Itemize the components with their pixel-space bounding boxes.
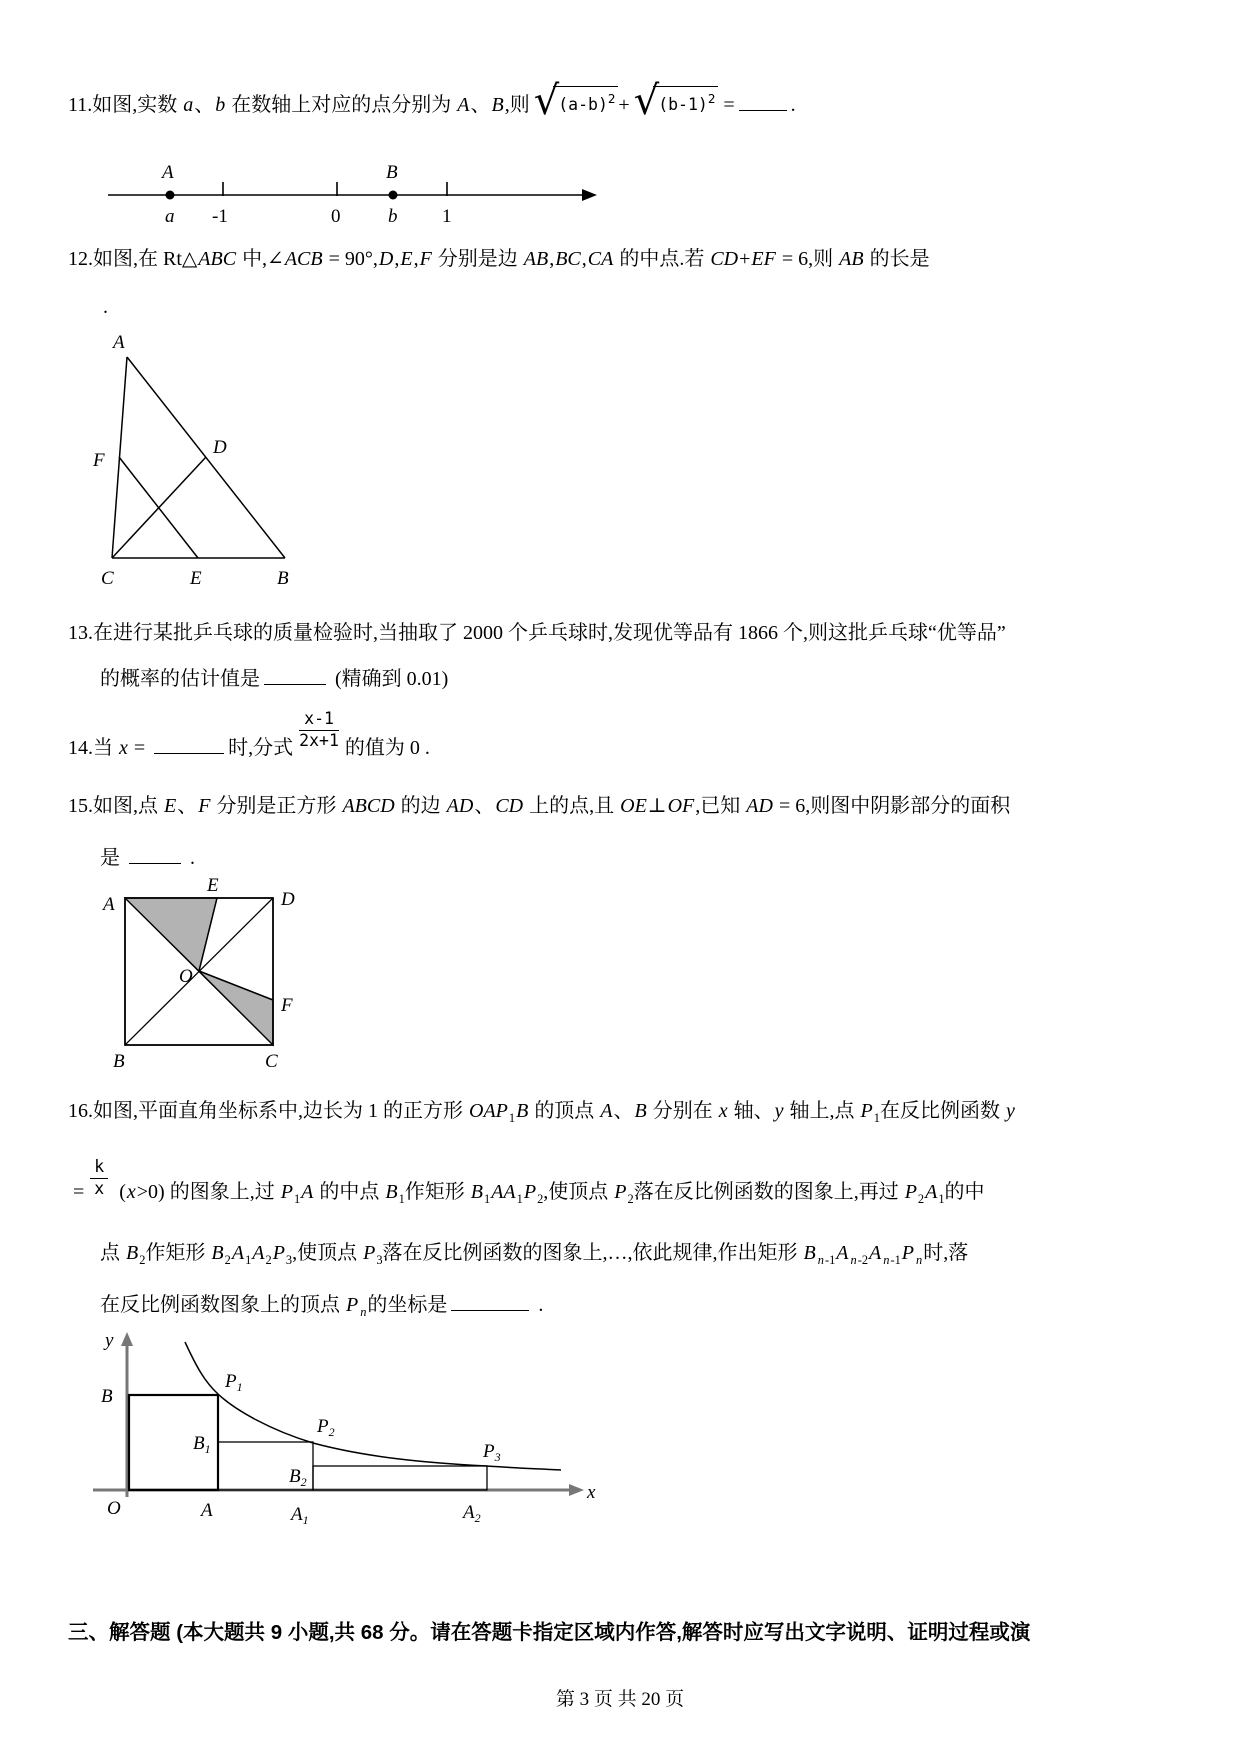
- square-figure: [95, 875, 325, 1083]
- label-neg1: -1: [212, 206, 228, 227]
- question-13-text: 13.在进行某批乒乓球的质量检验时,当抽取了 2000 个乒乓球时,发现优等品有 1866 个,则这批乒乓球“优等品”: [68, 622, 1006, 644]
- sqrt-expression-1: [533, 78, 619, 126]
- fraction-numerator: k: [90, 1158, 108, 1179]
- question-14-text2: 时,分式: [228, 736, 294, 759]
- x-axis-arrow-icon: [569, 1484, 584, 1496]
- label-F: F: [93, 450, 105, 471]
- fraction-denominator: 2x+1: [299, 730, 339, 750]
- fraction-k-over-x: [90, 1158, 108, 1199]
- question-15-text: 15.如图,点 E、F 分别是正方形 ABCD 的边 AD、CD 上的点,且 OE⊥OF,已知 AD = 6,则图中阴影部分的面积: [68, 795, 1011, 817]
- label-y-axis: y: [105, 1330, 114, 1351]
- answer-blank-11: [739, 108, 787, 111]
- segment-FE: [119, 457, 198, 558]
- label-A: A: [201, 1500, 213, 1521]
- exponent-1: 2: [607, 91, 616, 106]
- fraction: [299, 710, 339, 751]
- radical-sign: √: [633, 78, 660, 124]
- section-3-text: 三、解答题 (本大题共 9 小题,共 68 分。请在答题卡指定区域内作答,解答时应写出文字说明、证明过程或演: [68, 1621, 1031, 1644]
- plus-sign: +: [618, 94, 630, 116]
- point-B-dot: [389, 191, 398, 200]
- question-13-line2: [100, 666, 448, 692]
- label-E: E: [190, 568, 202, 589]
- point-A-dot: [166, 191, 175, 200]
- label-O: O: [179, 966, 193, 987]
- label-one: 1: [442, 206, 452, 227]
- fraction-denominator: x: [94, 1178, 105, 1198]
- label-P3: $P_3$: [483, 1441, 501, 1464]
- label-B: B: [386, 162, 398, 183]
- rect-B2A1A2P3: [313, 1466, 487, 1490]
- label-A2: $A_2$: [463, 1502, 481, 1525]
- equals-sign: =: [723, 94, 735, 116]
- question-15-line1: [68, 793, 1010, 819]
- label-B2: $B_2$: [289, 1466, 307, 1489]
- label-B1: $B_1$: [193, 1433, 211, 1456]
- label-B: B: [113, 1051, 125, 1072]
- label-x-axis: x: [587, 1482, 596, 1503]
- label-P1: $P_1$: [225, 1371, 243, 1394]
- exponent-2: 2: [707, 91, 716, 106]
- number-line-figure: [100, 158, 610, 238]
- label-A1: $A_1$: [291, 1504, 309, 1527]
- axis-arrow-icon: [582, 189, 597, 201]
- period: .: [190, 847, 195, 869]
- label-E: E: [207, 875, 219, 896]
- label-a: a: [165, 206, 175, 227]
- label-B: B: [101, 1386, 113, 1407]
- question-12-text: 12.如图,在 Rt△ABC 中,∠ACB = 90°,D,E,F 分别是边 AB,BC,CA 的中点.若 CD+EF = 6,则 AB 的长是: [68, 248, 930, 270]
- question-16-text2: (x>0) 的图象上,过 $P_1A$ 的中点 $B_1$作矩形 $B_1AA_1P_2$,使顶点 $P_2$落在反比例函数的图象上,再过 $P_2A_1$的中: [119, 1180, 985, 1206]
- answer-blank-15: [129, 861, 181, 864]
- question-14-text1: 14.当 x =: [68, 736, 151, 759]
- question-16-line2: [73, 1158, 985, 1205]
- question-13-line1: [68, 620, 1006, 646]
- answer-blank-16: [451, 1308, 529, 1311]
- sqrt-expression-2: [633, 78, 719, 126]
- question-15-text2: 是: [100, 847, 120, 869]
- label-zero: 0: [331, 206, 341, 227]
- label-B: B: [277, 568, 289, 589]
- equals-sign: =: [73, 1180, 85, 1203]
- y-axis-arrow-icon: [121, 1332, 133, 1346]
- radical-sign: √: [533, 78, 560, 124]
- question-11-text: 11.如图,实数 a、b 在数轴上对应的点分别为 A、B,则: [68, 94, 530, 116]
- question-11: [68, 78, 796, 126]
- radicand-1: (a-b): [558, 95, 608, 114]
- label-A: A: [113, 332, 125, 353]
- label-F: F: [281, 995, 293, 1016]
- question-16-line3: [100, 1240, 968, 1266]
- question-12: [68, 246, 930, 272]
- label-C: C: [101, 568, 114, 589]
- label-A: A: [162, 162, 174, 183]
- precision-note: (精确到 0.01): [335, 668, 449, 690]
- hyperbola-curve: [185, 1342, 561, 1470]
- question-16-line4: [100, 1292, 543, 1318]
- triangle-figure: [85, 300, 320, 600]
- label-b: b: [388, 206, 398, 227]
- question-16-text: 16.如图,平面直角坐标系中,边长为 1 的正方形 $OAP_1B$ 的顶点 A、B 分别在 x 轴、y 轴上,点 $P_1$在反比例函数 y: [68, 1100, 1015, 1125]
- label-P2: $P_2$: [317, 1416, 335, 1439]
- fraction-numerator: x-1: [299, 710, 339, 731]
- question-16-text3: 点 $B_2$作矩形 $B_2A_1A_2P_3$,使顶点 $P_3$落在反比例函数的图象上,…,依此规律,作出矩形 B $_{n-1}$A $_{n-2}$A $_{n-1}$P $_n$时,落: [100, 1242, 969, 1267]
- page-footer: [0, 1688, 1240, 1713]
- period: .: [538, 1294, 544, 1316]
- question-14: [68, 710, 430, 761]
- period: .: [790, 94, 796, 116]
- period: .: [103, 296, 108, 318]
- label-A: A: [103, 894, 115, 915]
- question-16-text4: 在反比例函数图象上的顶点 P $_n$的坐标是: [100, 1294, 448, 1319]
- shaded-triangle-AEO: [125, 898, 217, 971]
- label-D: D: [213, 437, 227, 458]
- radicand-2: (b-1): [658, 95, 708, 114]
- answer-blank-13: [264, 682, 326, 685]
- section-3-header: [68, 1620, 1030, 1647]
- page-number: 第 3 页 共 20 页: [555, 1689, 685, 1710]
- hyperbola-figure: [85, 1330, 610, 1530]
- answer-blank-14: [154, 751, 224, 754]
- label-origin-O: O: [107, 1498, 121, 1519]
- label-C: C: [265, 1051, 278, 1072]
- question-14-text3: 的值为 0 .: [344, 736, 430, 759]
- label-D: D: [281, 889, 295, 910]
- question-15-line2: [100, 845, 195, 871]
- question-13-text2: 的概率的估计值是: [100, 668, 260, 690]
- question-16-line1: [68, 1098, 1016, 1124]
